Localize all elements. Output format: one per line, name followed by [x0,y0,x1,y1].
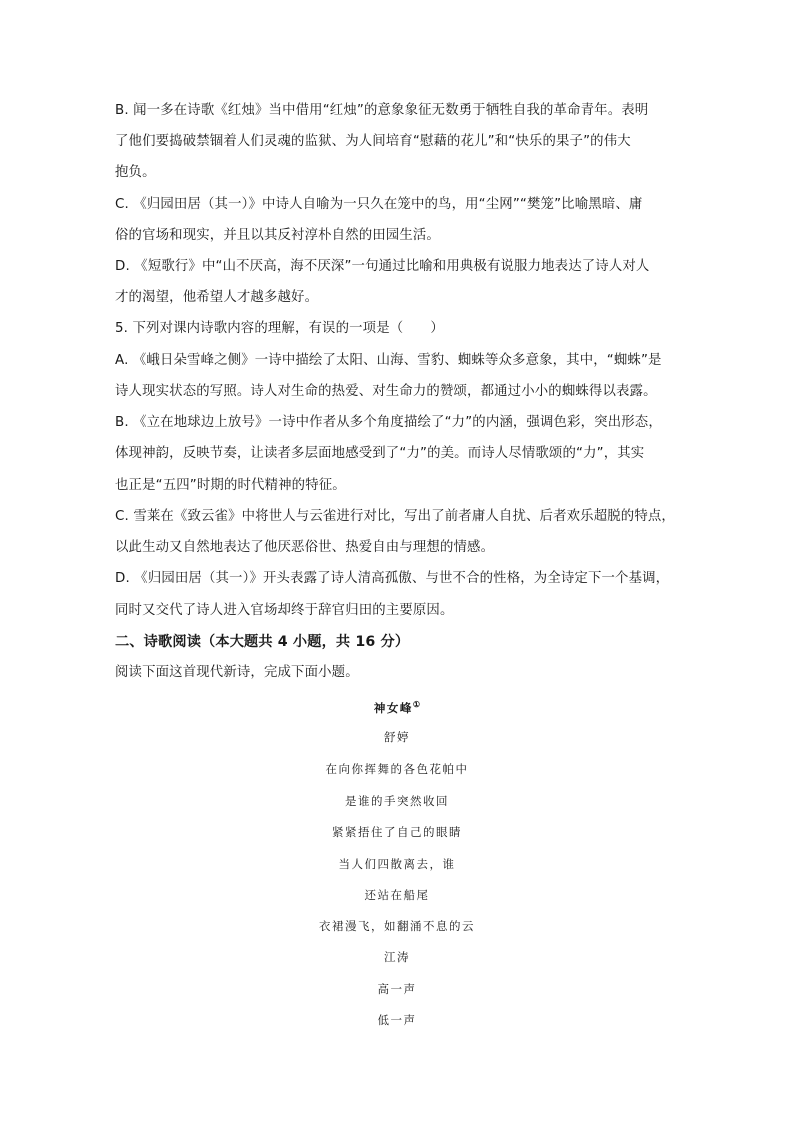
poem-line: 江涛 [384,950,410,964]
q5-option-b-line-3: 也正是“五四”时期的时代精神的特征。 [115,478,346,493]
question-5-stem: 5. 下列对课内诗歌内容的理解，有误的一项是（ ） [115,321,444,336]
q5-option-a-line-2: 诗人现实状态的写照。诗人对生命的热爱、对生命力的赞颂，都通过小小的蜘蛛得以表露。 [115,384,657,399]
q5-option-c-line-1: C. 雪莱在《致云雀》中将世人与云雀进行对比，写出了前者庸人自扰、后者欢乐超脱的特点， [115,509,675,524]
option-d-line-1: D. 《短歌行》中“山不厌高，海不厌深”一句通过比喻和用典极有说服力地表达了诗人对人 [115,259,650,274]
poem-line: 是谁的手突然收回 [345,794,449,808]
option-c-line-2: 俗的官场和现实，并且以其反衬淳朴自然的田园生活。 [115,228,440,243]
poem-author: 舒婷 [384,730,410,744]
poem-line: 在向你挥舞的各色花帕中 [325,762,469,776]
section-heading: 二、诗歌阅读（本大题共 4 小题，共 16 分） [115,634,410,650]
q5-option-b-line-1: B. 《立在地球边上放号》一诗中作者从多个角度描绘了“力”的内涵，强调色彩，突出形态， [115,415,662,430]
option-c-line-1: C. 《归园田居（其一）》中诗人自喻为一只久在笼中的鸟，用“尘网”“樊笼”比喻黑暗、庸 [115,197,643,212]
q5-option-d-line-2: 同时又交代了诗人进入官场却终于辞官归田的主要原因。 [115,603,454,618]
poem-line: 紧紧捂住了自己的眼睛 [332,825,462,839]
poem-line: 当人们四散离去，谁 [338,857,456,871]
option-d-line-2: 才的渴望，他希望人才越多越好。 [115,290,319,305]
poem-line: 衣裙漫飞，如翻涌不息的云 [319,919,475,933]
section-instruction: 阅读下面这首现代新诗，完成下面小题。 [115,665,359,680]
option-b-line-3: 抱负。 [115,165,156,180]
q5-option-d-line-1: D. 《归园田居（其一）》开头表露了诗人清高孤傲、与世不合的性格，为全诗定下一个基调， [115,571,670,586]
q5-option-a-line-1: A. 《峨日朵雪峰之侧》一诗中描绘了太阳、山海、雪豹、蜘蛛等众多意象，其中，“蜘蛛”是 [115,353,662,368]
q5-option-b-line-2: 体现神韵，反映节奏，让读者多层面地感受到了“力”的美。而诗人尽情歌颂的“力”，其实 [115,446,645,461]
q5-option-c-line-2: 以此生动又自然地表达了他厌恶俗世、热爱自由与理想的情感。 [115,540,495,555]
option-b-line-1: B. 闻一多在诗歌《红烛》当中借用“红烛”的意象象征无数勇于牺牲自我的革命青年。表明 [115,103,649,118]
poem-line: 低一声 [377,1013,417,1027]
poem-title: 神女峰① [373,699,421,715]
footnote-mark: ① [412,699,421,709]
poem-line: 高一声 [377,982,417,996]
option-b-line-2: 了他们要捣破禁锢着人们灵魂的监狱、为人间培育“慰藉的花儿”和“快乐的果子”的伟大 [115,134,631,149]
poem-line: 还站在船尾 [364,888,430,902]
